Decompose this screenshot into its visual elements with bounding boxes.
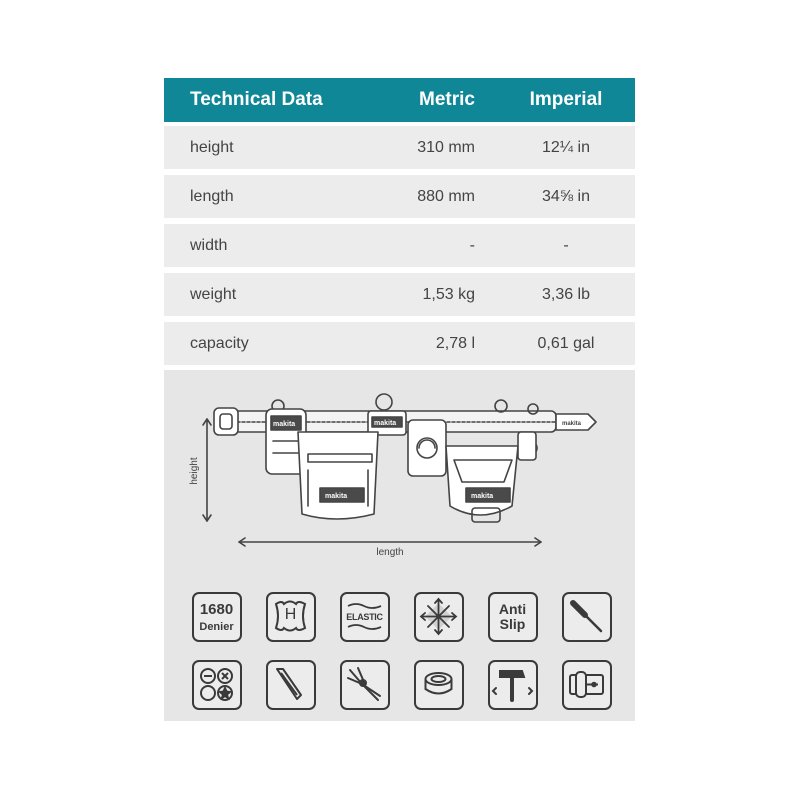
row-metric-value: 310 mm bbox=[417, 139, 475, 156]
leather-letter: H bbox=[284, 606, 297, 623]
row-imperial-value: 0,61 gal bbox=[537, 335, 595, 352]
header-metric: Metric bbox=[419, 89, 475, 110]
tape-holder-icon bbox=[414, 660, 464, 710]
bits-holder-icon bbox=[192, 660, 242, 710]
anti-slip-line1: Anti bbox=[498, 601, 527, 617]
header-technical-data: Technical Data bbox=[190, 89, 323, 110]
brand-logo-belt-tip: makita bbox=[562, 421, 582, 427]
anti-slip-line2: Slip bbox=[499, 616, 526, 632]
tool-belt-diagram bbox=[178, 378, 598, 573]
utility-knife-icon bbox=[266, 660, 316, 710]
table-row-length bbox=[164, 175, 635, 218]
row-metric-value: 1,53 kg bbox=[422, 286, 475, 303]
flexible-icon bbox=[414, 592, 464, 642]
row-metric-value: - bbox=[469, 237, 475, 254]
header-imperial: Imperial bbox=[529, 89, 603, 110]
table-row-height bbox=[164, 126, 635, 169]
row-label: height bbox=[190, 139, 234, 156]
row-label: length bbox=[190, 188, 234, 205]
height-label: height bbox=[189, 457, 200, 485]
screwdriver-icon bbox=[562, 592, 612, 642]
pliers-icon bbox=[340, 660, 390, 710]
table-row-width bbox=[164, 224, 635, 267]
technical-data-card bbox=[164, 78, 635, 721]
row-metric-value: 880 mm bbox=[417, 188, 475, 205]
buckle-icon bbox=[562, 660, 612, 710]
denier-1680-icon bbox=[192, 592, 242, 642]
row-imperial-value: - bbox=[563, 237, 569, 254]
row-metric-value: 2,78 l bbox=[435, 335, 475, 352]
row-label: capacity bbox=[190, 335, 249, 352]
denier-number: 1680 bbox=[199, 601, 234, 618]
row-label: width bbox=[190, 237, 228, 254]
table-row-capacity bbox=[164, 322, 635, 365]
brand-logo-left-pouch: makita bbox=[325, 493, 348, 500]
row-imperial-value: 34⅝ in bbox=[541, 188, 591, 205]
row-label: weight bbox=[190, 286, 237, 303]
leather-icon bbox=[266, 592, 316, 642]
table-header bbox=[164, 78, 635, 122]
product-panel bbox=[164, 370, 635, 721]
elastic-text: ELASTIC bbox=[346, 612, 383, 622]
brand-logo-phone-pocket: makita bbox=[273, 421, 296, 428]
row-imperial-value: 3,36 lb bbox=[541, 286, 591, 303]
row-imperial-value: 12¼ in bbox=[541, 139, 591, 156]
elastic-icon bbox=[340, 592, 390, 642]
table-row-weight bbox=[164, 273, 635, 316]
denier-word: Denier bbox=[199, 621, 234, 633]
length-label: length bbox=[376, 547, 404, 558]
brand-logo-right-pouch: makita bbox=[471, 493, 494, 500]
hammer-holder-icon bbox=[488, 660, 538, 710]
brand-logo-center: makita bbox=[374, 420, 397, 427]
anti-slip-icon bbox=[488, 592, 538, 642]
